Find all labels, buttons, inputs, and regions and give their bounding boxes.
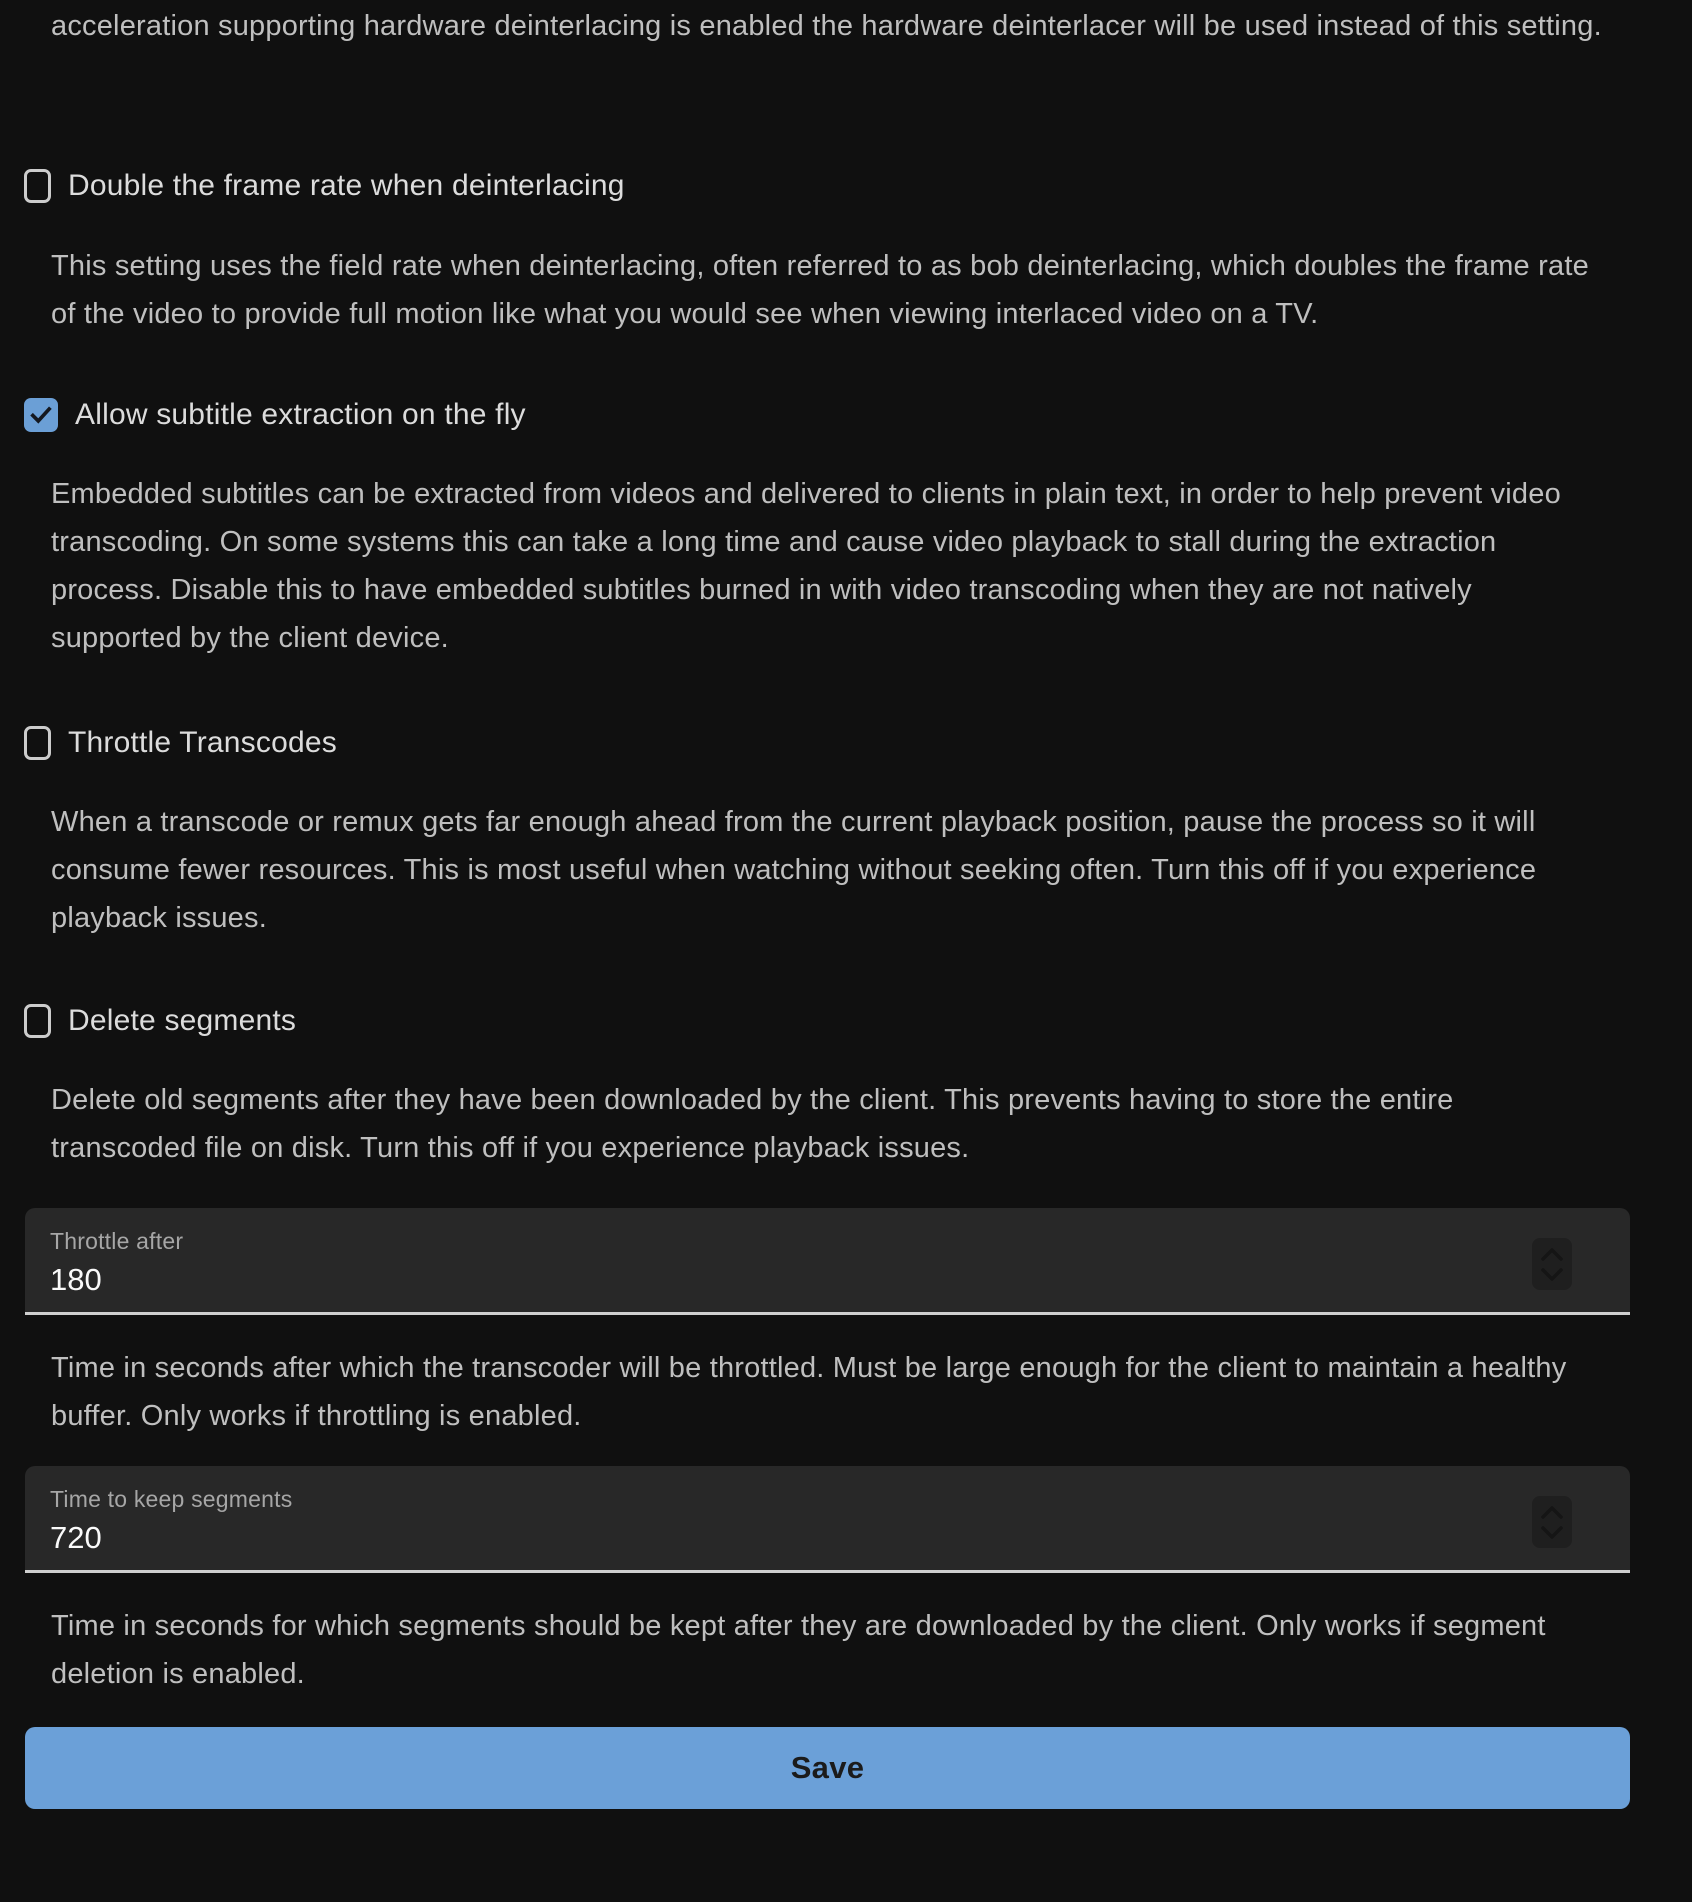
- checkbox-unchecked-icon[interactable]: [24, 726, 51, 760]
- chevron-down-icon[interactable]: [1540, 1268, 1564, 1282]
- number-stepper[interactable]: [1532, 1238, 1572, 1290]
- chevron-up-icon[interactable]: [1540, 1247, 1564, 1261]
- chevron-down-icon[interactable]: [1540, 1526, 1564, 1540]
- checkbox-label-subtitle-extraction[interactable]: Allow subtitle extraction on the fly: [75, 398, 526, 431]
- checkbox-label-delete-segments[interactable]: Delete segments: [68, 1004, 297, 1037]
- checkbox-label-throttle-transcodes[interactable]: Throttle Transcodes: [68, 726, 337, 759]
- hardware-deinterlacing-note: acceleration supporting hardware deinterlacing is enabled the hardware deinterlacer will be used instead of this setting.: [51, 10, 1602, 42]
- chevron-up-icon[interactable]: [1540, 1505, 1564, 1519]
- checkbox-unchecked-icon[interactable]: [24, 1004, 51, 1038]
- number-stepper[interactable]: [1532, 1496, 1572, 1548]
- throttle-after-label: Throttle after: [50, 1228, 184, 1254]
- subtitle-extraction-description: Embedded subtitles can be extracted from videos and delivered to clients in plain text, in order to help prevent video transcoding. On some systems this can take a long time and cause video playback to stall during the extraction process. Disable this to have embedded subtitles burned in with video transcoding when they are not natively supported by the client device.: [51, 478, 1561, 654]
- checkbox-checked-icon[interactable]: [24, 398, 58, 432]
- checkbox-row-delete-segments[interactable]: [24, 1000, 296, 1042]
- throttle-after-input[interactable]: [50, 1262, 1530, 1298]
- checkbox-row-subtitle-extraction[interactable]: [24, 394, 526, 436]
- checkbox-label-double-frame-rate[interactable]: Double the frame rate when deinterlacing: [68, 169, 625, 202]
- save-button[interactable]: Save: [25, 1727, 1630, 1809]
- time-to-keep-segments-input[interactable]: [50, 1520, 1530, 1556]
- checkbox-row-double-frame-rate[interactable]: [24, 165, 625, 207]
- checkmark-icon: [28, 402, 54, 428]
- double-frame-rate-description: This setting uses the field rate when deinterlacing, often referred to as bob deinterlacing, which doubles the frame rate of the video to provide full motion like what you would see when viewing interlaced video on a TV.: [51, 250, 1589, 330]
- checkbox-unchecked-icon[interactable]: [24, 169, 51, 203]
- throttle-after-description: Time in seconds after which the transcoder will be throttled. Must be large enough for the client to maintain a healthy buffer. Only works if throttling is enabled.: [51, 1352, 1567, 1432]
- time-to-keep-segments-field: [25, 1466, 1630, 1573]
- time-to-keep-segments-description: Time in seconds for which segments should be kept after they are downloaded by the client. Only works if segment deletion is enabled.: [51, 1610, 1546, 1690]
- time-to-keep-segments-label: Time to keep segments: [50, 1486, 293, 1512]
- delete-segments-description: Delete old segments after they have been downloaded by the client. This prevents having to store the entire transcoded file on disk. Turn this off if you experience playback issues.: [51, 1084, 1454, 1164]
- throttle-transcodes-description: When a transcode or remux gets far enough ahead from the current playback position, pause the process so it will consume fewer resources. This is most useful when watching without seeking often. Turn this off if you experience playback issues.: [51, 806, 1537, 934]
- checkbox-row-throttle-transcodes[interactable]: [24, 722, 337, 764]
- throttle-after-field: [25, 1208, 1630, 1315]
